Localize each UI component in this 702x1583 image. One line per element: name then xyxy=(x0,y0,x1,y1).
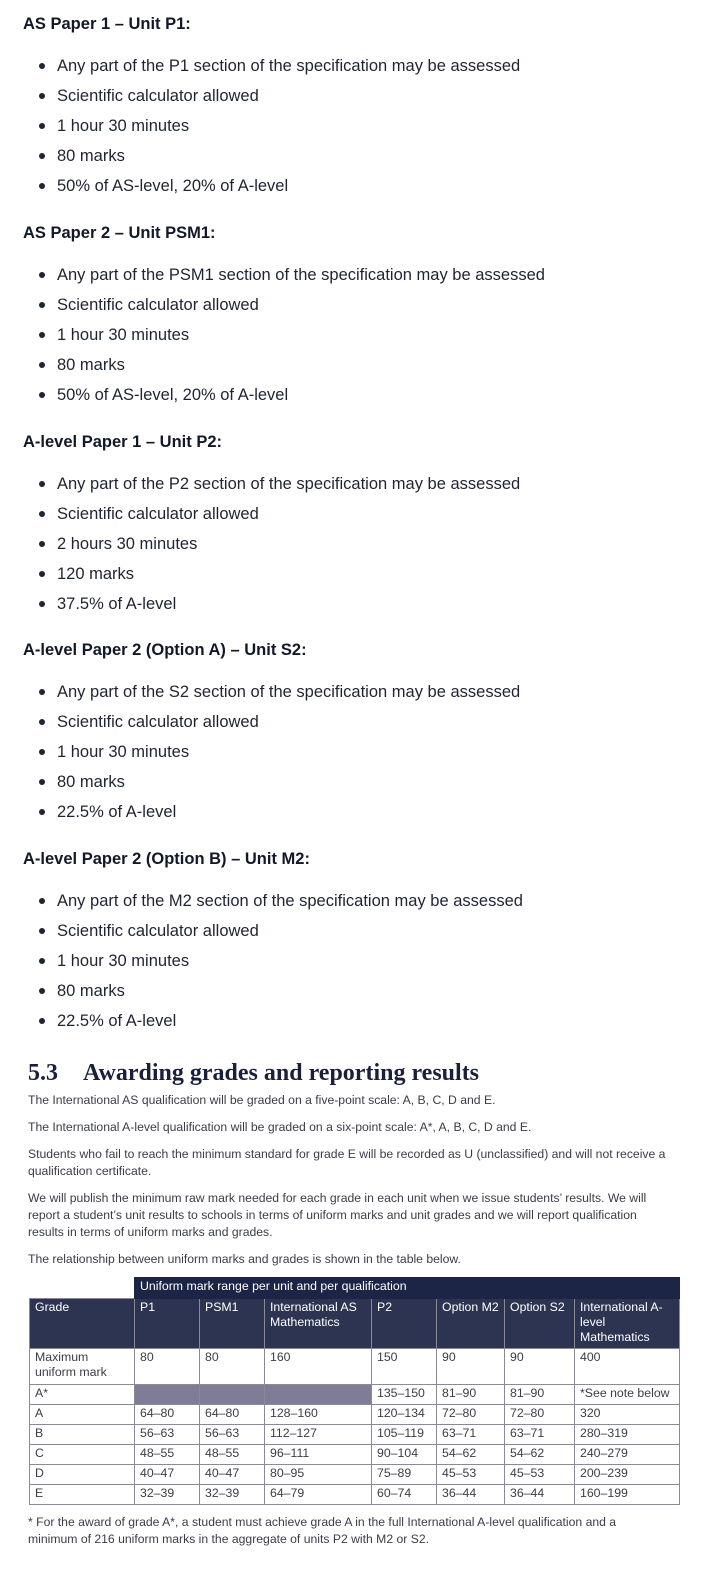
paper-bullet-list xyxy=(23,473,683,623)
bullet-icon xyxy=(39,898,45,904)
table-row xyxy=(30,1485,680,1505)
list-item-text: 1 hour 30 minutes xyxy=(57,326,190,344)
bullet-icon xyxy=(39,93,45,99)
list-item-text: Scientific calculator allowed xyxy=(57,296,259,314)
paper-bullet-list xyxy=(23,890,683,1040)
table-cell: 63–71 xyxy=(437,1425,505,1445)
list-item-text: 2 hours 30 minutes xyxy=(57,535,198,553)
column-header: International A-level Mathematics xyxy=(575,1299,680,1349)
bullet-icon xyxy=(39,63,45,69)
table-cell: B xyxy=(30,1425,135,1445)
table-cell: 64–80 xyxy=(135,1405,200,1425)
table-cell: 160 xyxy=(265,1349,372,1385)
list-item-text: Any part of the P2 section of the specification may be assessed xyxy=(57,475,521,493)
column-header: International AS Mathematics xyxy=(265,1299,372,1349)
list-item-text: Scientific calculator allowed xyxy=(57,713,259,731)
column-header: P2 xyxy=(372,1299,437,1349)
table-cell: 112–127 xyxy=(265,1425,372,1445)
bullet-icon xyxy=(39,272,45,278)
column-header: Option S2 xyxy=(505,1299,575,1349)
list-item xyxy=(23,145,683,175)
table-cell: 56–63 xyxy=(200,1425,265,1445)
list-item-text: 37.5% of A-level xyxy=(57,595,177,613)
paragraph: Students who fail to reach the minimum standard for grade E will be recorded as U (unclassified) and will not receive a qualification certificate. xyxy=(28,1147,666,1178)
bullet-icon xyxy=(39,362,45,368)
list-item-text: 1 hour 30 minutes xyxy=(57,743,190,761)
list-item xyxy=(23,950,683,980)
table-cell: 150 xyxy=(372,1349,437,1385)
bullet-icon xyxy=(39,988,45,994)
table-cell: Maximum uniform mark xyxy=(30,1349,135,1385)
list-item-text: Any part of the PSM1 section of the specification may be assessed xyxy=(57,266,545,284)
bullet-icon xyxy=(39,392,45,398)
table-cell: 75–89 xyxy=(372,1465,437,1485)
paper-block-as-psm1 xyxy=(23,221,683,414)
table-cell: 90 xyxy=(437,1349,505,1385)
list-item xyxy=(23,175,683,205)
table-cell: 60–74 xyxy=(372,1485,437,1505)
table-row xyxy=(30,1385,680,1405)
table-cell: 81–90 xyxy=(505,1385,575,1405)
list-item xyxy=(23,801,683,831)
bullet-icon xyxy=(39,1018,45,1024)
list-item-text: Scientific calculator allowed xyxy=(57,505,259,523)
bullet-icon xyxy=(39,183,45,189)
table-corner xyxy=(30,1278,135,1299)
table-cell: 40–47 xyxy=(135,1465,200,1485)
paper-heading: A-level Paper 2 (Option A) – Unit S2: xyxy=(23,641,307,659)
list-item xyxy=(23,920,683,950)
table-cell: 320 xyxy=(575,1405,680,1425)
table-cell: 48–55 xyxy=(135,1445,200,1465)
list-item-text: 1 hour 30 minutes xyxy=(57,117,190,135)
bullet-icon xyxy=(39,928,45,934)
table-cell: 54–62 xyxy=(437,1445,505,1465)
bullet-icon xyxy=(39,779,45,785)
table-cell: 105–119 xyxy=(372,1425,437,1445)
section-title xyxy=(28,1058,479,1088)
paper-block-a-m2 xyxy=(23,847,683,1040)
table-cell: 45–53 xyxy=(437,1465,505,1485)
table-cell-shaded xyxy=(200,1385,265,1405)
paper-bullet-list xyxy=(23,55,683,205)
table-cell: 72–80 xyxy=(437,1405,505,1425)
table-cell: D xyxy=(30,1465,135,1485)
paragraph: The relationship between uniform marks and grades is shown in the table below. xyxy=(28,1252,461,1266)
list-item xyxy=(23,771,683,801)
paragraph: We will publish the minimum raw mark needed for each grade in each unit when we issue students’ results. We will report a student’s unit results to schools in terms of uniform marks and unit grades and we will report qualification results in terms of uniform marks and grades. xyxy=(28,1191,647,1239)
list-item xyxy=(23,473,683,503)
column-header: Option M2 xyxy=(437,1299,505,1349)
list-item xyxy=(23,741,683,771)
table-cell: 135–150 xyxy=(372,1385,437,1405)
list-item xyxy=(23,503,683,533)
paper-block-a-s2 xyxy=(23,638,683,831)
list-item-text: Any part of the P1 section of the specification may be assessed xyxy=(57,57,521,75)
section-number: 5.3 xyxy=(28,1060,58,1086)
paper-heading: AS Paper 2 – Unit PSM1: xyxy=(23,224,216,242)
table-cell: 36–44 xyxy=(437,1485,505,1505)
list-item xyxy=(23,55,683,85)
list-item xyxy=(23,264,683,294)
bullet-icon xyxy=(39,809,45,815)
table-row xyxy=(30,1445,680,1465)
table-cell: 96–111 xyxy=(265,1445,372,1465)
list-item xyxy=(23,711,683,741)
grades-table xyxy=(29,1277,680,1505)
table-cell: 128–160 xyxy=(265,1405,372,1425)
table-row xyxy=(30,1465,680,1485)
paper-block-as-p1 xyxy=(23,12,683,205)
list-item-text: 50% of AS-level, 20% of A-level xyxy=(57,386,289,404)
table-cell: 240–279 xyxy=(575,1445,680,1465)
list-item xyxy=(23,681,683,711)
table-cell: 72–80 xyxy=(505,1405,575,1425)
list-item xyxy=(23,384,683,414)
table-row xyxy=(30,1405,680,1425)
list-item-text: 80 marks xyxy=(57,982,125,1000)
paper-heading: AS Paper 1 – Unit P1: xyxy=(23,15,191,33)
table-row xyxy=(30,1425,680,1445)
table-cell: 54–62 xyxy=(505,1445,575,1465)
bullet-icon xyxy=(39,601,45,607)
list-item xyxy=(23,593,683,623)
table-cell: 200–239 xyxy=(575,1465,680,1485)
table-cell: 90 xyxy=(505,1349,575,1385)
table-cell: 81–90 xyxy=(437,1385,505,1405)
bullet-icon xyxy=(39,302,45,308)
table-cell: 80 xyxy=(135,1349,200,1385)
paper-heading: A-level Paper 1 – Unit P2: xyxy=(23,433,222,451)
list-item-text: 1 hour 30 minutes xyxy=(57,952,190,970)
table-header-row xyxy=(30,1299,680,1349)
paper-block-a-p2 xyxy=(23,430,683,623)
table-row xyxy=(30,1349,680,1385)
bullet-icon xyxy=(39,332,45,338)
bullet-icon xyxy=(39,153,45,159)
table-footnote: * For the award of grade A*, a student must achieve grade A in the full International A-level qualification and a minimum of 216 uniform marks in the aggregate of units P2 with M2 or S2. xyxy=(28,1515,617,1546)
table-cell: 80–95 xyxy=(265,1465,372,1485)
bullet-icon xyxy=(39,571,45,577)
bullet-icon xyxy=(39,123,45,129)
table-cell: 56–63 xyxy=(135,1425,200,1445)
list-item xyxy=(23,324,683,354)
column-header: Grade xyxy=(30,1299,135,1349)
table-cell: 40–47 xyxy=(200,1465,265,1485)
table-cell-shaded xyxy=(135,1385,200,1405)
list-item xyxy=(23,563,683,593)
bullet-icon xyxy=(39,541,45,547)
table-cell: 32–39 xyxy=(135,1485,200,1505)
column-header: P1 xyxy=(135,1299,200,1349)
list-item-text: 22.5% of A-level xyxy=(57,1012,177,1030)
paragraph: The International AS qualification will be graded on a five-point scale: A, B, C, D and E. xyxy=(28,1093,496,1107)
list-item-text: Scientific calculator allowed xyxy=(57,922,259,940)
list-item xyxy=(23,533,683,563)
bullet-icon xyxy=(39,481,45,487)
list-item-text: 50% of AS-level, 20% of A-level xyxy=(57,177,289,195)
table-cell: 64–80 xyxy=(200,1405,265,1425)
column-header: PSM1 xyxy=(200,1299,265,1349)
list-item xyxy=(23,980,683,1010)
table-cell: 36–44 xyxy=(505,1485,575,1505)
table-cell: 120–134 xyxy=(372,1405,437,1425)
table-cell: A xyxy=(30,1405,135,1425)
list-item xyxy=(23,85,683,115)
list-item xyxy=(23,890,683,920)
table-span-header: Uniform mark range per unit and per qualification xyxy=(135,1278,680,1299)
list-item-text: 120 marks xyxy=(57,565,135,583)
table-cell-shaded xyxy=(265,1385,372,1405)
paper-bullet-list xyxy=(23,264,683,414)
table-cell: E xyxy=(30,1485,135,1505)
table-cell: 32–39 xyxy=(200,1485,265,1505)
table-span-header-row xyxy=(30,1278,680,1299)
table-cell: 400 xyxy=(575,1349,680,1385)
bullet-icon xyxy=(39,689,45,695)
table-cell: *See note below xyxy=(575,1385,680,1405)
bullet-icon xyxy=(39,719,45,725)
list-item xyxy=(23,1010,683,1040)
table-cell: 64–79 xyxy=(265,1485,372,1505)
bullet-icon xyxy=(39,749,45,755)
list-item xyxy=(23,294,683,324)
list-item xyxy=(23,354,683,384)
table-cell: C xyxy=(30,1445,135,1465)
bullet-icon xyxy=(39,511,45,517)
list-item xyxy=(23,115,683,145)
list-item-text: Any part of the S2 section of the specification may be assessed xyxy=(57,683,521,701)
table-cell: 80 xyxy=(200,1349,265,1385)
list-item-text: Scientific calculator allowed xyxy=(57,87,259,105)
table-cell: 45–53 xyxy=(505,1465,575,1485)
list-item-text: 80 marks xyxy=(57,773,125,791)
paragraph: The International A-level qualification will be graded on a six-point scale: A*, A, B, C, D and E. xyxy=(28,1120,532,1134)
table-cell: 48–55 xyxy=(200,1445,265,1465)
table-cell: 160–199 xyxy=(575,1485,680,1505)
table-cell: 63–71 xyxy=(505,1425,575,1445)
table-cell: 280–319 xyxy=(575,1425,680,1445)
list-item-text: 80 marks xyxy=(57,356,125,374)
list-item-text: 80 marks xyxy=(57,147,125,165)
list-item-text: Any part of the M2 section of the specification may be assessed xyxy=(57,892,523,910)
table-cell: 90–104 xyxy=(372,1445,437,1465)
bullet-icon xyxy=(39,958,45,964)
list-item-text: 22.5% of A-level xyxy=(57,803,177,821)
table-cell: A* xyxy=(30,1385,135,1405)
paper-bullet-list xyxy=(23,681,683,831)
paper-heading: A-level Paper 2 (Option B) – Unit M2: xyxy=(23,850,310,868)
section-title-text: Awarding grades and reporting results xyxy=(83,1060,480,1086)
